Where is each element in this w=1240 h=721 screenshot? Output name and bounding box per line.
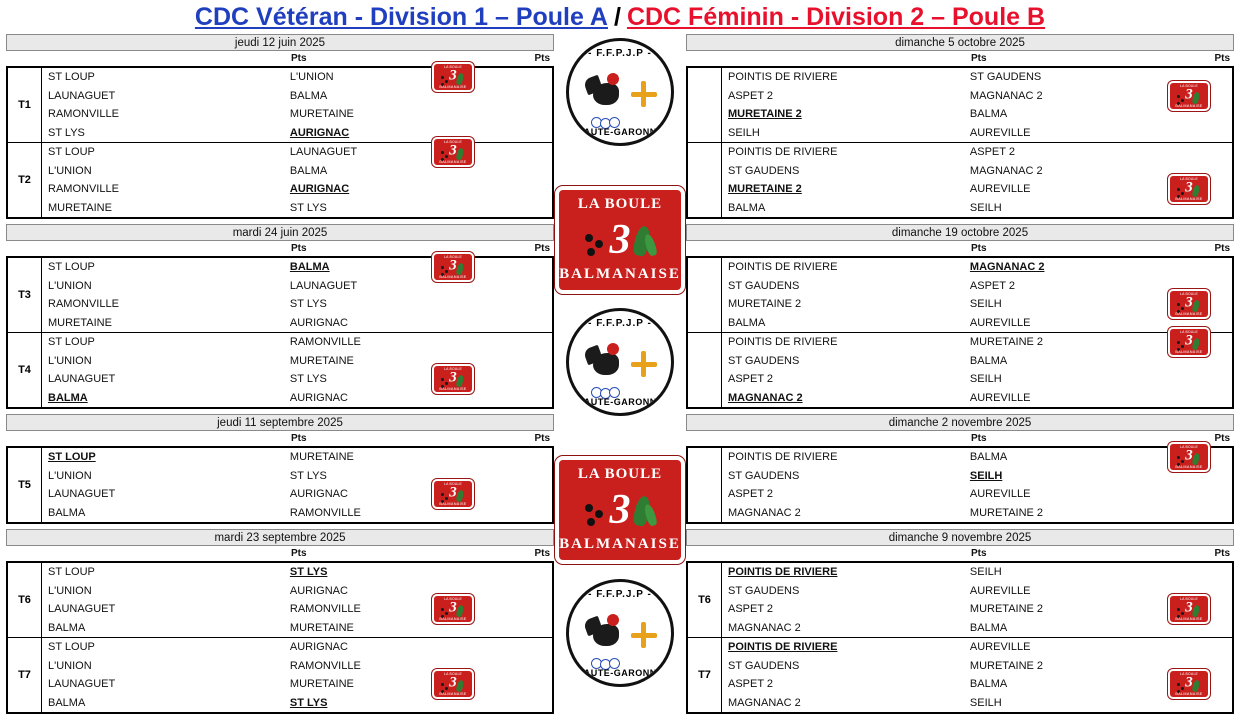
date-header: dimanche 19 octobre 2025	[686, 224, 1234, 241]
match-row	[722, 258, 1232, 277]
match-row	[42, 199, 552, 218]
team-away: AUREVILLE	[969, 183, 1031, 196]
team-home: MAGNANAC 2	[728, 621, 801, 634]
team-away: RAMONVILLE	[289, 506, 361, 519]
pts-label-a: Pts	[970, 433, 987, 444]
club-badge-icon: LA BOULE 3 BALMANAISE	[432, 669, 474, 699]
match-row	[42, 124, 552, 143]
games-list	[42, 638, 552, 712]
team-away: SEILH	[969, 566, 1002, 579]
match-row	[722, 638, 1232, 657]
team-home: BALMA	[48, 506, 86, 519]
team-away: ST GAUDENS	[969, 71, 1042, 84]
round-group	[688, 563, 1232, 638]
round-label: T1	[8, 68, 42, 142]
round-group	[688, 258, 1232, 333]
club-badge-icon: LA BOULE 3 BALMANAISE	[432, 594, 474, 624]
team-away: AUREVILLE	[969, 584, 1031, 597]
team-home: ST LOUP	[48, 641, 95, 654]
team-away: MURETAINE	[289, 451, 354, 464]
team-away: ST LYS	[289, 298, 327, 311]
team-away: AURIGNAC	[289, 183, 350, 196]
boule-dots-icon	[585, 504, 607, 530]
round-group	[688, 445, 1232, 522]
team-home: ST GAUDENS	[728, 164, 800, 177]
boule-bottom-text-2: BALMANAISE	[559, 536, 681, 552]
right-column	[680, 34, 1240, 721]
page-title-left: CDC Vétéran - Division 1 – Poule A	[194, 2, 608, 31]
round-label	[688, 333, 722, 407]
team-away: MAGNANAC 2	[969, 89, 1043, 102]
club-badge-icon: LA BOULE 3 BALMANAISE	[1168, 174, 1210, 204]
match-row	[42, 694, 552, 713]
columns-container	[0, 34, 1240, 721]
round-group	[8, 65, 552, 143]
match-block	[6, 561, 554, 714]
match-row	[722, 389, 1232, 408]
boule-balmanaise-logo-2	[555, 456, 685, 564]
team-away: BALMA	[289, 164, 328, 177]
club-badge-icon: LA BOULE 3 BALMANAISE	[432, 364, 474, 394]
pts-header-row	[686, 51, 1234, 66]
match-block	[6, 256, 554, 409]
page-title	[0, 0, 1240, 34]
team-away: MURETAINE	[289, 678, 354, 691]
team-home: ST LOUP	[48, 71, 95, 84]
team-away: MAGNANAC 2	[969, 261, 1045, 274]
team-home: MURETAINE	[48, 316, 112, 329]
round-label	[688, 68, 722, 142]
team-home: ST GAUDENS	[728, 279, 800, 292]
date-header: jeudi 11 septembre 2025	[6, 414, 554, 431]
team-home: ST LOUP	[48, 451, 96, 464]
match-row	[42, 65, 552, 89]
boule-dots-icon	[585, 234, 607, 260]
team-home: L'UNION	[48, 164, 92, 177]
team-away: ST LYS	[289, 696, 328, 709]
match-row	[722, 124, 1232, 143]
team-away: SEILH	[969, 469, 1003, 482]
date-header: mardi 24 juin 2025	[6, 224, 554, 241]
team-home: LAUNAGUET	[48, 488, 116, 501]
match-block	[686, 66, 1234, 219]
ffpjp-logo-2	[566, 308, 674, 416]
team-home: ST GAUDENS	[728, 659, 800, 672]
games-list	[722, 638, 1232, 712]
ffpjp-top-text: - F.F.P.J.P -	[588, 48, 652, 59]
team-away: MURETAINE	[289, 621, 354, 634]
team-home: LAUNAGUET	[48, 678, 116, 691]
boule-top-text: LA BOULE	[577, 196, 663, 212]
match-block	[686, 446, 1234, 524]
round-label: T3	[8, 258, 42, 332]
pts-header-row	[6, 546, 554, 561]
match-row	[42, 367, 552, 391]
match-row	[722, 330, 1232, 354]
team-home: L'UNION	[48, 659, 92, 672]
team-home: ASPET 2	[728, 488, 774, 501]
team-away: LAUNAGUET	[289, 279, 358, 292]
match-row	[42, 672, 552, 696]
match-row	[722, 694, 1232, 713]
team-home: ST LOUP	[48, 566, 95, 579]
match-row	[722, 277, 1232, 296]
match-row	[722, 162, 1232, 181]
boule-top-text-2: LA BOULE	[577, 466, 663, 482]
match-row	[42, 582, 552, 601]
team-home: LAUNAGUET	[48, 373, 116, 386]
match-row	[42, 448, 552, 467]
team-away: ASPET 2	[969, 279, 1015, 292]
team-away: MAGNANAC 2	[969, 164, 1043, 177]
match-row	[42, 87, 552, 106]
team-away: AUREVILLE	[969, 641, 1031, 654]
ffpjp-bottom-text-2: HAUTE-GARONNE	[576, 397, 664, 407]
round-group	[8, 140, 552, 217]
round-label: T5	[8, 448, 42, 522]
team-away: AURIGNAC	[289, 391, 348, 404]
games-list	[42, 563, 552, 637]
team-away: BALMA	[969, 451, 1008, 464]
team-away: BALMA	[969, 354, 1008, 367]
match-block	[686, 256, 1234, 409]
pts-label-a: Pts	[970, 548, 987, 559]
match-row	[722, 105, 1232, 124]
team-away: ST LYS	[289, 469, 327, 482]
round-label: T6	[688, 563, 722, 637]
match-block	[686, 561, 1234, 714]
team-home: L'UNION	[48, 469, 92, 482]
team-home: ASPET 2	[728, 678, 774, 691]
round-group	[8, 638, 552, 712]
match-row	[42, 255, 552, 279]
club-badge-icon: LA BOULE 3 BALMANAISE	[1168, 669, 1210, 699]
team-away: AURIGNAC	[289, 126, 350, 139]
team-home: BALMA	[48, 696, 86, 709]
team-home: LAUNAGUET	[48, 89, 116, 102]
team-home: BALMA	[728, 201, 766, 214]
team-home: LAUNAGUET	[48, 603, 116, 616]
ffpjp-top-text-3: - F.F.P.J.P -	[588, 589, 652, 600]
games-list	[42, 448, 552, 522]
team-away: ST LYS	[289, 566, 328, 579]
round-group	[8, 333, 552, 407]
match-row	[722, 672, 1232, 696]
match-row	[722, 199, 1232, 218]
rooster-icon	[585, 339, 629, 383]
round-group	[688, 330, 1232, 407]
team-away: MURETAINE	[289, 108, 354, 121]
club-badge-icon: LA BOULE 3 BALMANAISE	[432, 479, 474, 509]
match-block	[6, 66, 554, 219]
date-header: dimanche 2 novembre 2025	[686, 414, 1234, 431]
pts-label-b: Pts	[1214, 548, 1230, 559]
team-away: MURETAINE	[289, 354, 354, 367]
team-home: POINTIS DE RIVIERE	[728, 566, 838, 579]
match-row	[42, 389, 552, 408]
match-row	[42, 295, 552, 314]
logos-column	[560, 34, 680, 721]
club-badge-icon: LA BOULE 3 BALMANAISE	[1168, 442, 1210, 472]
games-list	[722, 445, 1232, 522]
team-away: RAMONVILLE	[289, 659, 361, 672]
match-row	[722, 597, 1232, 621]
team-away: ST LYS	[289, 373, 327, 386]
match-row	[42, 504, 552, 523]
pts-label-b: Pts	[1214, 243, 1230, 254]
match-row	[42, 657, 552, 676]
team-home: POINTIS DE RIVIERE	[728, 336, 838, 349]
team-home: RAMONVILLE	[48, 183, 119, 196]
match-row	[722, 68, 1232, 87]
team-home: BALMA	[48, 391, 88, 404]
team-home: ASPET 2	[728, 373, 774, 386]
team-away: SEILH	[969, 373, 1002, 386]
match-row	[722, 292, 1232, 316]
ffpjp-bottom-text: HAUTE-GARONNE	[576, 127, 664, 137]
club-badge-icon: LA BOULE 3 BALMANAISE	[1168, 81, 1210, 111]
team-away: BALMA	[969, 108, 1008, 121]
match-row	[722, 582, 1232, 601]
date-header: dimanche 5 octobre 2025	[686, 34, 1234, 51]
team-home: BALMA	[728, 316, 766, 329]
round-label: T6	[8, 563, 42, 637]
team-away: RAMONVILLE	[289, 336, 361, 349]
team-home: L'UNION	[48, 584, 92, 597]
team-away: BALMA	[289, 89, 328, 102]
team-home: MAGNANAC 2	[728, 506, 801, 519]
match-row	[42, 105, 552, 124]
club-badge-icon: LA BOULE 3 BALMANAISE	[432, 62, 474, 92]
ffpjp-bottom-text-3: HAUTE-GARONNE	[576, 668, 664, 678]
team-away: RAMONVILLE	[289, 603, 361, 616]
team-home: POINTIS DE RIVIERE	[728, 641, 838, 654]
team-home: ASPET 2	[728, 603, 774, 616]
club-badge-icon: LA BOULE 3 BALMANAISE	[1168, 327, 1210, 357]
team-away: SEILH	[969, 201, 1002, 214]
team-away: BALMA	[289, 261, 330, 274]
match-row	[722, 177, 1232, 201]
match-row	[42, 467, 552, 486]
team-home: ST LOUP	[48, 261, 95, 274]
match-row	[42, 180, 552, 199]
team-away: SEILH	[969, 696, 1002, 709]
team-home: POINTIS DE RIVIERE	[728, 261, 838, 274]
team-home: MURETAINE 2	[728, 183, 802, 196]
match-row	[722, 445, 1232, 469]
match-row	[722, 467, 1232, 486]
pts-header-row	[686, 431, 1234, 446]
team-home: MAGNANAC 2	[728, 696, 801, 709]
team-home: BALMA	[48, 621, 86, 634]
games-list	[722, 330, 1232, 407]
club-badge-icon: LA BOULE 3 BALMANAISE	[432, 252, 474, 282]
occitan-cross-icon	[631, 79, 657, 109]
boule-bottom-text: BALMANAISE	[559, 266, 681, 282]
team-away: ST LYS	[289, 201, 327, 214]
pts-label-b: Pts	[1214, 433, 1230, 444]
team-home: MURETAINE 2	[728, 108, 802, 121]
round-group	[8, 448, 552, 522]
match-row	[42, 333, 552, 352]
match-row	[722, 370, 1232, 389]
games-list	[722, 258, 1232, 332]
rooster-icon	[585, 69, 629, 113]
team-home: POINTIS DE RIVIERE	[728, 451, 838, 464]
team-away: AUREVILLE	[969, 488, 1031, 501]
pts-header-row	[686, 546, 1234, 561]
games-list	[722, 68, 1232, 142]
round-label	[688, 258, 722, 332]
pts-label-a: Pts	[290, 243, 307, 254]
team-away: LAUNAGUET	[289, 146, 358, 159]
team-away: AUREVILLE	[969, 391, 1031, 404]
pts-label-a: Pts	[290, 548, 307, 559]
ffpjp-logo-1	[566, 38, 674, 146]
club-badge-icon: LA BOULE 3 BALMANAISE	[432, 137, 474, 167]
round-label: T7	[8, 638, 42, 712]
team-home: ASPET 2	[728, 89, 774, 102]
team-home: MURETAINE 2	[728, 298, 802, 311]
round-group	[688, 143, 1232, 217]
boule-center-text: 3	[609, 217, 631, 263]
rooster-icon	[585, 610, 629, 654]
team-home: MURETAINE	[48, 201, 112, 214]
match-row	[722, 83, 1232, 108]
team-away: AUREVILLE	[969, 126, 1031, 139]
team-away: MURETAINE 2	[969, 336, 1044, 349]
games-list	[722, 143, 1232, 217]
pts-label-a: Pts	[970, 243, 987, 254]
round-group	[688, 638, 1232, 712]
ffpjp-logo-3	[566, 579, 674, 687]
boule-center-text-2: 3	[609, 487, 631, 533]
team-home: POINTIS DE RIVIERE	[728, 146, 838, 159]
match-row	[722, 657, 1232, 676]
team-home: RAMONVILLE	[48, 108, 119, 121]
date-header: jeudi 12 juin 2025	[6, 34, 554, 51]
pts-label-a: Pts	[970, 53, 987, 64]
pts-header-row	[686, 241, 1234, 256]
games-list	[42, 140, 552, 217]
pts-label-b: Pts	[534, 433, 550, 444]
team-home: ST GAUDENS	[728, 354, 800, 367]
team-away: BALMA	[969, 678, 1008, 691]
pts-label-b: Pts	[534, 243, 550, 254]
club-badge-icon: LA BOULE 3 BALMANAISE	[1168, 289, 1210, 319]
page-title-separator: /	[613, 2, 621, 31]
team-home: ST LOUP	[48, 336, 95, 349]
match-row	[42, 482, 552, 506]
page-title-right: CDC Féminin - Division 2 – Poule B	[626, 2, 1046, 31]
team-home: ST GAUDENS	[728, 584, 800, 597]
match-block	[6, 446, 554, 524]
club-badge-icon: LA BOULE 3 BALMANAISE	[1168, 594, 1210, 624]
match-row	[42, 638, 552, 657]
round-group	[8, 563, 552, 638]
games-list	[42, 255, 552, 332]
games-list	[722, 563, 1232, 637]
date-header: mardi 23 septembre 2025	[6, 529, 554, 546]
match-row	[722, 143, 1232, 162]
round-label: T4	[8, 333, 42, 407]
team-home: ST GAUDENS	[728, 469, 800, 482]
team-away: MURETAINE 2	[969, 506, 1044, 519]
pts-label-b: Pts	[1214, 53, 1230, 64]
left-column	[0, 34, 560, 721]
team-away: AURIGNAC	[289, 488, 348, 501]
match-row	[42, 162, 552, 181]
match-row	[42, 277, 552, 296]
team-away: BALMA	[969, 621, 1008, 634]
match-row	[42, 352, 552, 371]
match-row	[722, 485, 1232, 504]
team-home: ST LYS	[48, 126, 85, 139]
match-row	[42, 597, 552, 621]
team-away: ASPET 2	[969, 146, 1015, 159]
team-away: AURIGNAC	[289, 316, 348, 329]
ffpjp-top-text-2: - F.F.P.J.P -	[588, 318, 652, 329]
round-group	[688, 68, 1232, 143]
pts-label-b: Pts	[534, 548, 550, 559]
pts-header-row	[6, 431, 554, 446]
occitan-cross-icon	[631, 349, 657, 379]
team-away: AURIGNAC	[289, 584, 348, 597]
games-list	[42, 333, 552, 407]
team-home: SEILH	[728, 126, 760, 139]
pts-label-a: Pts	[290, 433, 307, 444]
team-away: AUREVILLE	[969, 316, 1031, 329]
round-label: T2	[8, 143, 42, 217]
match-row	[722, 504, 1232, 523]
match-row	[722, 314, 1232, 333]
occitan-cross-icon	[631, 620, 657, 650]
team-home: MAGNANAC 2	[728, 391, 803, 404]
team-home: POINTIS DE RIVIERE	[728, 71, 838, 84]
match-row	[42, 314, 552, 333]
team-away: MURETAINE 2	[969, 603, 1044, 616]
team-home: RAMONVILLE	[48, 298, 119, 311]
match-row	[42, 619, 552, 638]
round-label: T7	[688, 638, 722, 712]
boule-balmanaise-logo-1	[555, 186, 685, 294]
date-header: dimanche 9 novembre 2025	[686, 529, 1234, 546]
pts-label-b: Pts	[534, 53, 550, 64]
team-home: L'UNION	[48, 354, 92, 367]
pts-label-a: Pts	[290, 53, 307, 64]
team-home: L'UNION	[48, 279, 92, 292]
round-label	[688, 143, 722, 217]
team-home: ST LOUP	[48, 146, 95, 159]
games-list	[42, 65, 552, 142]
team-away: L'UNION	[289, 71, 334, 84]
match-row	[722, 619, 1232, 638]
round-label	[688, 448, 722, 522]
round-group	[8, 255, 552, 333]
team-away: AURIGNAC	[289, 641, 348, 654]
match-row	[42, 563, 552, 582]
team-away: MURETAINE 2	[969, 659, 1044, 672]
match-row	[722, 352, 1232, 371]
match-row	[722, 563, 1232, 582]
team-away: SEILH	[969, 298, 1002, 311]
match-row	[42, 140, 552, 164]
